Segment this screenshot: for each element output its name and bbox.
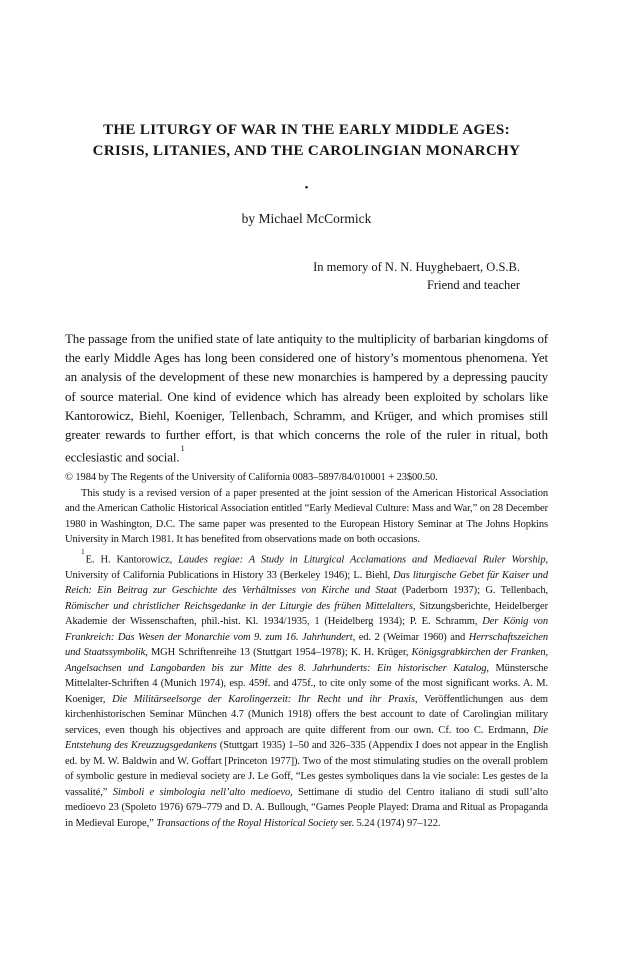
footnote-reference-1: 1 xyxy=(180,443,185,454)
footnote-1 xyxy=(65,548,548,832)
byline: by Michael McCormick xyxy=(241,211,372,226)
footnote-1-marker: 1 xyxy=(81,547,85,556)
article-title-line1: THE LITURGY OF WAR IN THE EARLY MIDDLE AGES: xyxy=(103,122,510,138)
footnote-block xyxy=(65,470,548,831)
dedication-line1: In memory of N. N. Huyghebaert, O.S.B. xyxy=(313,260,520,274)
footnote-1-text: E. H. Kantorowicz, Laudes regiae: A Study in Liturgical Acclamations and Mediaeval Ruler Worship, University of California Publications in History 33 (Berkeley 1946); L. Biehl, Das liturgische Gebet für Kaiser und Reich: Ein Beitrag zur Geschichte des Verhältnisses von Kirche und Staat (Paderborn 1937); G. Tellenbach, Römischer und christlicher Reichsgedanke in der Liturgie des frühen Mittelalters, Sitzungsberichte, Heidelberger Akademie der Wissenschaften, phil.-hist. Kl. 1934/1935, 1 (Heidelberg 1934); P. E. Schramm, Der König von Frankreich: Das Wesen der Monarchie vom 9. zum 16. Jahrhundert, ed. 2 (Weimar 1960) and Herrschaftszeichen und Staatssymbolik, MGH Schriftenreihe 13 (Stuttgart 1954–1978); K. H. Krüger, Königsgrabkirchen der Franken, Angelsachsen und Langobarden bis zur Mitte des 8. Jahrhunderts: Ein historischer Katalog, Münstersche Mittelalter-Schriften 4 (Munich 1974), esp. 459f. and 475f., to cite only some of the most significant works. A. M. Koeniger, Die Militärseelsorge der Karolingerzeit: Ihr Recht und ihr Praxis, Veröffentlichungen aus dem kirchenhistorischen Seminar München 4.7 (Munich 1918) offers the best account to date of Carolingian military services, even though his objectives and approach are quite different from our own. Cf. too C. Erdmann, Die Entstehung des Kreuzzugsgedankens (Stuttgart 1935) 1–50 and 326–335 (Appendix I does not appear in the English ed. by M. W. Baldwin and W. Goffart [Princeton 1977]). Two of the most stimulating studies on the overall problem of symbolic gesture in medieval society are J. Le Goff, “Les gestes symboliques dans la vie sociale: Les gestes de la vassalité,” Simboli e simbologia nell’alto medioevo, Settimane di studio del Centro italiano di studi sull’alto medioevo 23 (Spoleto 1976) 679–779 and D. A. Bullough, “Games People Played: Drama and Ritual as Propaganda in Medieval Europe,” Transactions of the Royal Historical Society ser. 5.24 (1974) 97–122. xyxy=(65,554,548,829)
dedication xyxy=(65,259,548,294)
section-separator-bullet: • xyxy=(304,182,309,194)
dedication-line2: Friend and teacher xyxy=(426,277,520,292)
lead-paragraph-text: The passage from the unified state of late antiquity to the multiplicity of barbarian kingdoms of the early Middle Ages has long been considered one of history’s momentous phenomena. Yet an analysis of the development of these new monarchies is hampered by a depressing paucity of source material. One kind of evidence which has already been exploited by scholars like Kantorowicz, Biehl, Koeniger, Tellenbach, Schramm, and Krüger, and which promises still greater rewards to further effort, is that which concerns the role of the ruler in ritual, both ecclesiastic and social. xyxy=(65,331,548,465)
acknowledgment-note: This study is a revised version of a paper presented at the joint session of the American Historical Association and the American Catholic Historical Association entitled “Early Medieval Culture: Mass and War,” on 28 December 1980 in Washington, D.C. The same paper was presented to the European History Seminar at The Johns Hopkins University in March 1981. It has benefited from observations made on both occasions. xyxy=(65,487,548,545)
article-title-line2: CRISIS, LITANIES, AND THE CAROLINGIAN MONARCHY xyxy=(92,143,521,159)
lead-paragraph xyxy=(65,329,548,467)
copyright-line: © 1984 by The Regents of the University of California 0083–5897/84/010001 + 23$00.50. xyxy=(65,472,438,483)
article-title xyxy=(65,120,548,162)
